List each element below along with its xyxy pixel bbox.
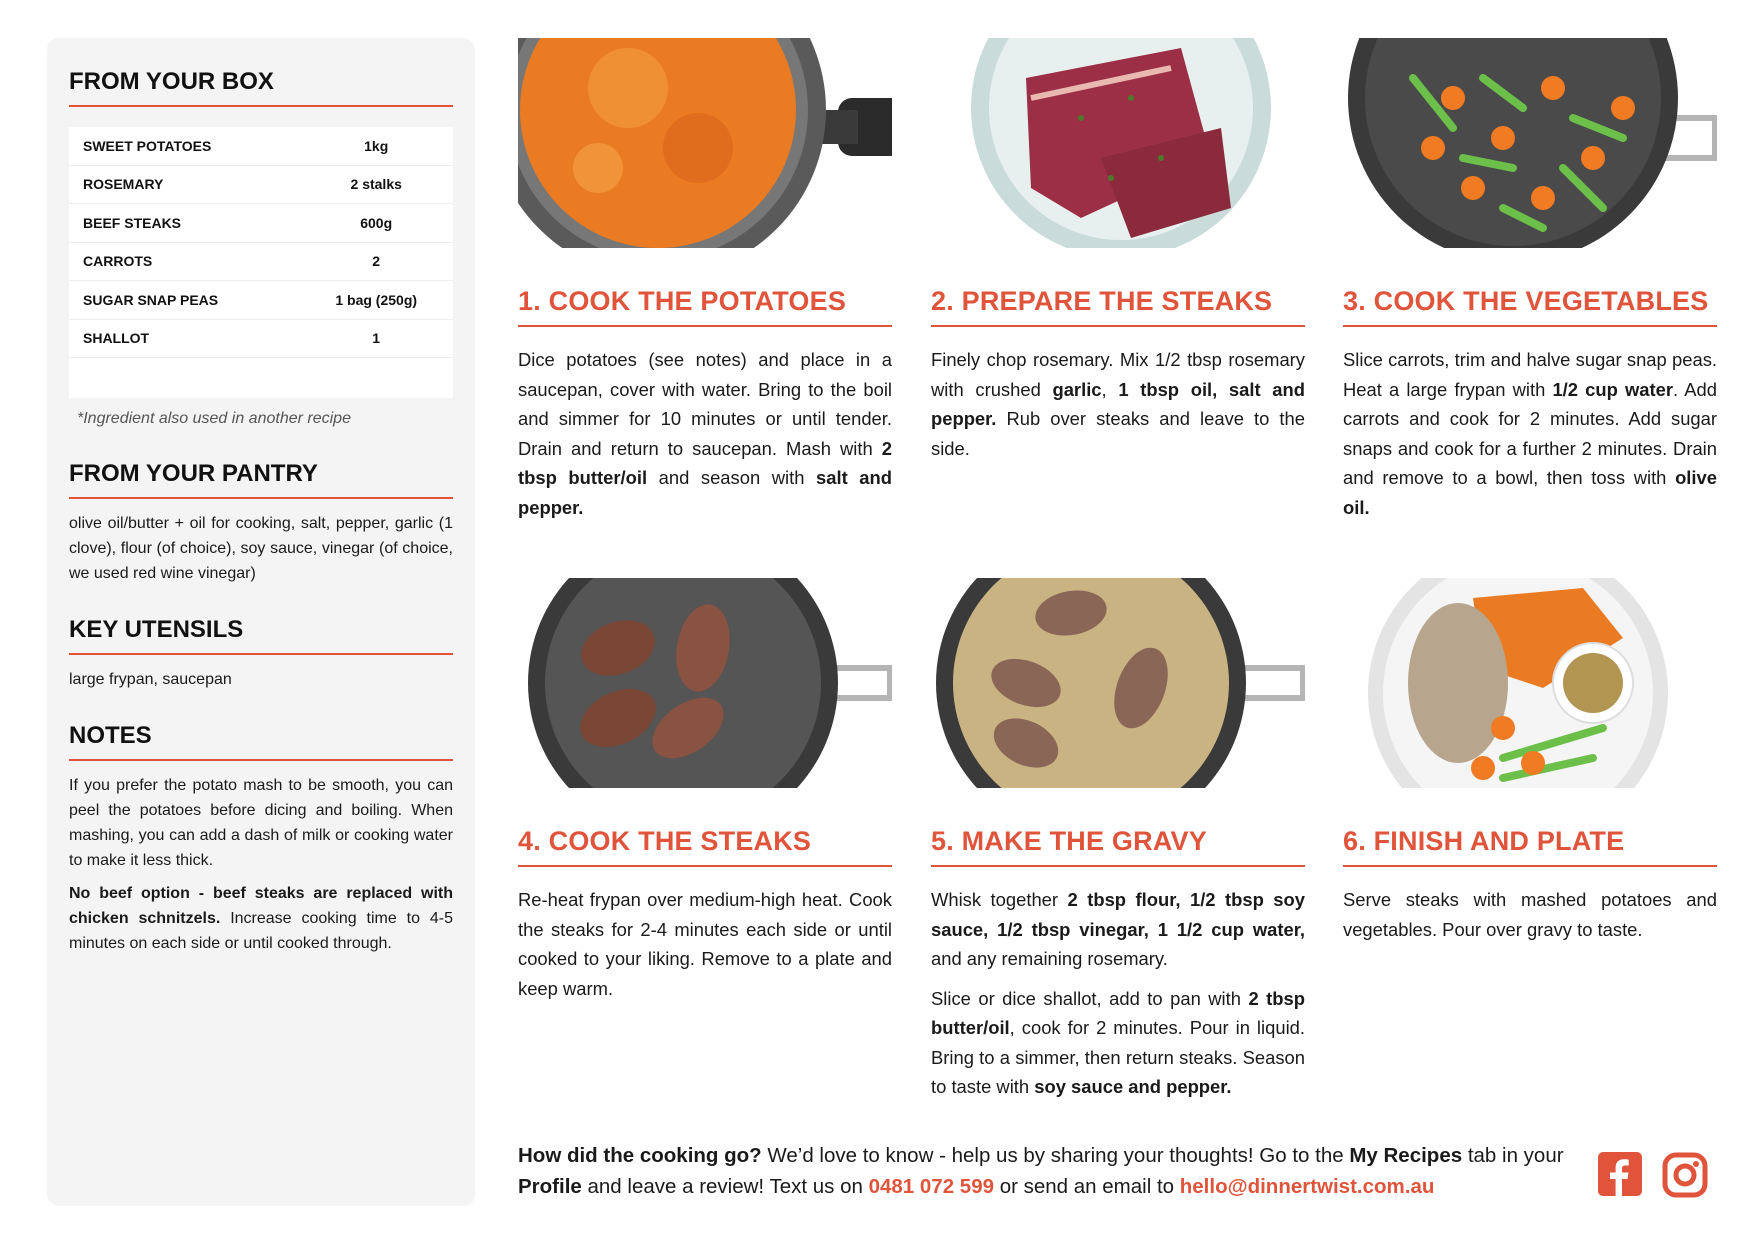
- step-text-bold: olive oil.: [1343, 467, 1717, 518]
- step-text-run: Finely chop rosemary. Mix 1/2 tbsp rosemary with crushed: [931, 349, 1305, 400]
- step-1: [518, 38, 892, 522]
- no-beef-option-bold: No beef option - beef steaks are replaced with chicken schnitzels.: [69, 885, 453, 927]
- pantry-list: olive oil/butter + oil for cooking, salt, pepper, garlic (1 clove), flour (of choice), soy sauce, vinegar (of choice, we used red wine vinegar): [69, 515, 453, 582]
- step-text-run: Dice potatoes (see notes) and place in a saucepan, cover with water. Bring to the boil and simmer for 10 minutes or until tender. Drain and return to saucepan. Mash with: [518, 349, 892, 459]
- ingredient-quantity-empty: [299, 358, 453, 399]
- step-text-run: and any remaining rosemary.: [931, 948, 1168, 969]
- step-text-run: Whisk together: [931, 889, 1068, 910]
- ingredient-row: [69, 281, 453, 320]
- step-text-run: . Add carrots and cook for 2 minutes. Add sugar snaps and cook for a further 2 minutes. Drain and remove to a bowl, then toss with: [1343, 378, 1717, 488]
- step-5-title: 5. MAKE THE GRAVY: [931, 826, 1305, 867]
- feedback-text-a: We’d love to know - help us by sharing your thoughts! Go to the: [761, 1144, 1350, 1167]
- step-text-bold: salt and pepper.: [518, 467, 893, 518]
- ingredient-quantity: 1kg: [299, 127, 453, 165]
- ingredient-name: SHALLOT: [69, 319, 299, 358]
- step-1-title: 1. COOK THE POTATOES: [518, 286, 892, 327]
- step-text-bold: 1/2 cup water: [1552, 378, 1674, 400]
- instagram-icon[interactable]: [1662, 1152, 1708, 1203]
- step-text-bold: soy sauce and pepper.: [1034, 1076, 1232, 1097]
- key-utensils-heading: KEY UTENSILS: [69, 616, 453, 655]
- step-text-bold: garlic: [1052, 378, 1102, 400]
- step-text-run: ,: [1101, 378, 1119, 400]
- feedback-text-c: and leave a review! Text us on: [581, 1175, 869, 1198]
- feedback-text-d: or send an email to: [994, 1175, 1180, 1198]
- step-2-title: 2. PREPARE THE STEAKS: [931, 286, 1305, 327]
- step-1-text: [518, 345, 892, 522]
- step-3: [1343, 38, 1717, 522]
- ingredients-table: [69, 127, 453, 398]
- step-text-run: Rub over steaks and leave to the side.: [931, 408, 1305, 459]
- ingredient-row: [69, 319, 453, 358]
- facebook-icon[interactable]: [1598, 1152, 1642, 1201]
- step-3-text: [1343, 345, 1717, 522]
- my-recipes-tab-reference: My Recipes: [1349, 1144, 1463, 1167]
- ingredient-footnote: *Ingredient also used in another recipe: [77, 410, 351, 427]
- step-4: [518, 578, 892, 1003]
- notes-text: If you prefer the potato mash to be smooth, you can peel the potatoes before dicing and boiling. When mashing, you can add a dash of milk or cooking water to make it less thick.: [69, 777, 453, 869]
- email-link[interactable]: hello@dinnertwist.com.au: [1179, 1175, 1435, 1198]
- step-4-image: [518, 578, 892, 788]
- step-text-bold: 1 tbsp oil, salt and pepper.: [931, 378, 1305, 429]
- ingredient-name: SUGAR SNAP PEAS: [69, 281, 299, 320]
- step-2-image: [931, 38, 1305, 248]
- step-text-run: and season with: [647, 467, 817, 488]
- feedback-message: [518, 1140, 1578, 1202]
- ingredient-name: SWEET POTATOES: [69, 127, 299, 165]
- step-5-text: [931, 885, 1305, 974]
- step-6-text: [1343, 885, 1717, 944]
- ingredient-row: [69, 242, 453, 281]
- ingredient-quantity: 2: [299, 242, 453, 281]
- ingredient-name: BEEF STEAKS: [69, 204, 299, 243]
- step-text-run: Slice carrots, trim and halve sugar snap peas. Heat a large frypan with: [1343, 349, 1717, 400]
- step-4-text: [518, 885, 892, 1003]
- step-5-image: [931, 578, 1305, 788]
- ingredient-name-empty: [69, 358, 299, 399]
- phone-number-link[interactable]: 0481 072 599: [868, 1175, 994, 1198]
- step-6-title: 6. FINISH AND PLATE: [1343, 826, 1717, 867]
- no-beef-option-rest: Increase cooking time to 4-5 minutes on each side or until cooked through.: [69, 910, 453, 952]
- step-4-title: 4. COOK THE STEAKS: [518, 826, 892, 867]
- feedback-text-b: tab in your: [1462, 1144, 1564, 1167]
- step-5-text-2: [931, 984, 1305, 1102]
- step-6-image: [1343, 578, 1717, 788]
- step-text-bold: 2 tbsp butter/oil: [518, 437, 892, 488]
- step-1-image: [518, 38, 892, 248]
- notes-no-beef-option: [69, 881, 453, 956]
- step-text-run: Serve steaks with mashed potatoes and vegetables. Pour over gravy to taste.: [1343, 889, 1717, 940]
- ingredient-row: [69, 204, 453, 243]
- ingredient-row: [69, 127, 453, 165]
- from-your-pantry-heading: FROM YOUR PANTRY: [69, 460, 453, 499]
- step-5: [931, 578, 1305, 1102]
- ingredient-name: CARROTS: [69, 242, 299, 281]
- step-3-title: 3. COOK THE VEGETABLES: [1343, 286, 1717, 327]
- ingredient-row: [69, 165, 453, 204]
- step-text-run: Re-heat frypan over medium-high heat. Cook the steaks for 2-4 minutes each side or until cooked to your liking. Remove to a plate and keep warm.: [518, 889, 892, 999]
- step-3-image: [1343, 38, 1717, 248]
- step-2: [931, 38, 1305, 463]
- ingredient-quantity: 600g: [299, 204, 453, 243]
- profile-reference: Profile: [518, 1175, 582, 1198]
- feedback-question: How did the cooking go?: [518, 1144, 762, 1167]
- utensils-list: large frypan, saucepan: [69, 671, 232, 688]
- step-6: [1343, 578, 1717, 944]
- step-text-bold: 2 tbsp flour, 1/2 tbsp soy sauce, 1/2 tbsp vinegar, 1 1/2 cup water,: [931, 889, 1306, 940]
- ingredient-quantity: 1 bag (250g): [299, 281, 453, 320]
- ingredient-name: ROSEMARY: [69, 165, 299, 204]
- notes-heading: NOTES: [69, 722, 453, 761]
- step-2-text: [931, 345, 1305, 463]
- step-text-run: Slice or dice shallot, add to pan with: [931, 987, 1249, 1009]
- from-your-box-heading: FROM YOUR BOX: [69, 68, 453, 107]
- step-text-run: , cook for 2 minutes. Pour in liquid. Bring to a simmer, then return steaks. Season to taste with: [931, 1017, 1305, 1097]
- ingredient-row-empty: [69, 358, 453, 399]
- step-text-bold: 2 tbsp butter/oil: [931, 987, 1305, 1038]
- ingredient-quantity: 1: [299, 319, 453, 358]
- sidebar: [47, 38, 475, 1206]
- ingredient-quantity: 2 stalks: [299, 165, 453, 204]
